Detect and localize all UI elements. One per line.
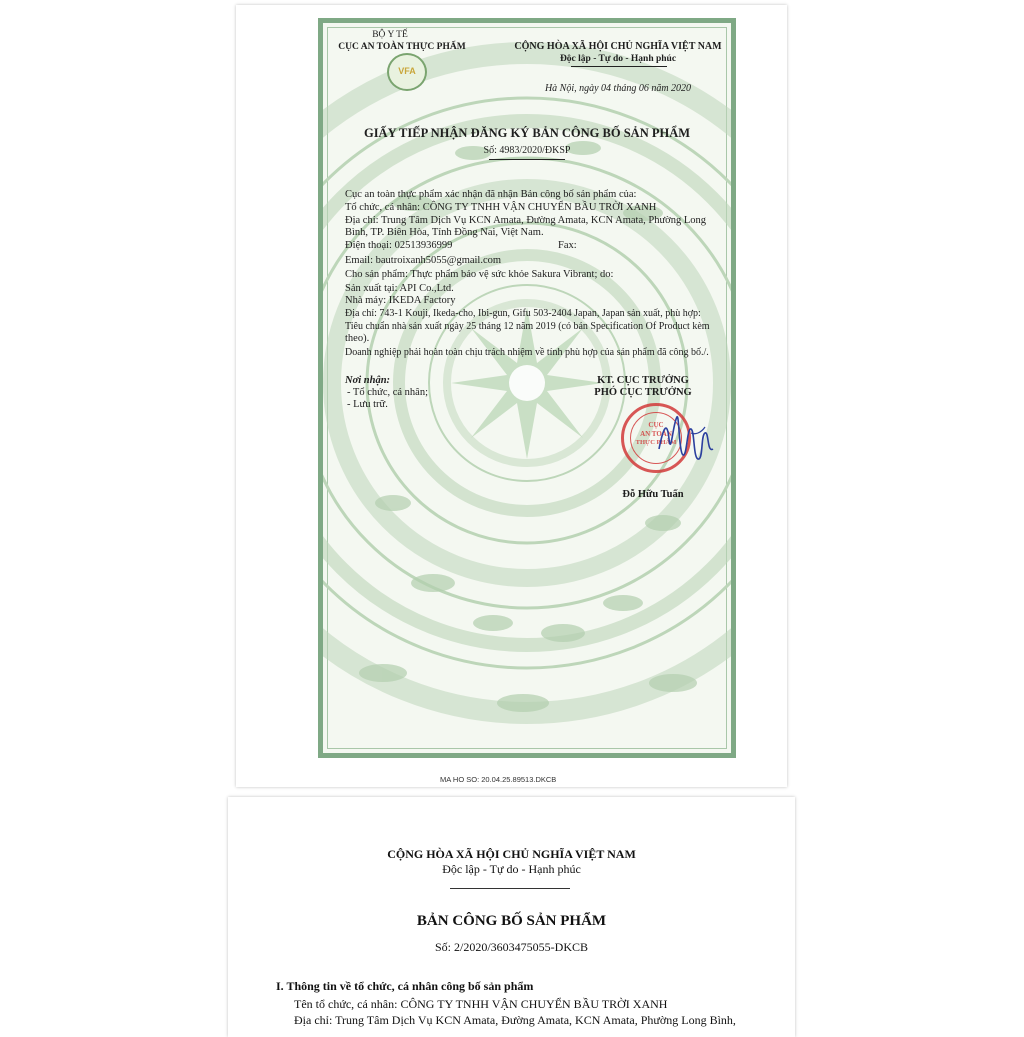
declaration-address: Địa chỉ: Trung Tâm Dịch Vụ KCN Amata, Đường Amata, KCN Amata, Phường Long Bình, — [294, 1013, 736, 1027]
declaration-motto-underline — [450, 888, 570, 889]
number-underline — [489, 159, 565, 160]
recipient-1: - Tổ chức, cá nhân; — [347, 387, 429, 398]
motto: Độc lập - Tự do - Hạnh phúc — [559, 54, 677, 64]
body-line-factory-address: Địa chỉ: 743-1 Kouji, Ikeda-cho, Ibi-gun, Gifu 503-2404 Japan, Japan sản xuất, phù hợp: — [345, 308, 701, 319]
signature-role-2: PHÓ CỤC TRƯỞNG — [594, 387, 692, 398]
declaration-number: Số: 2/2020/3603475055-DKCB — [434, 940, 588, 954]
body-line-factory: Nhà máy: IKEDA Factory — [345, 295, 456, 306]
declaration-motto: Độc lập - Tự do - Hạnh phúc — [442, 862, 581, 876]
certificate-number: Số: 4983/2020/ĐKSP — [483, 145, 571, 156]
signature-role-1: KT. CỤC TRƯỞNG — [597, 375, 689, 386]
body-line-phone: Điện thoại: 02513936999 — [345, 240, 453, 251]
handwritten-signature — [653, 409, 723, 469]
vfa-logo — [387, 53, 427, 91]
declaration-org: Tên tổ chức, cá nhân: CÔNG TY TNHH VẬN CHUYỂN BẦU TRỜI XANH — [294, 997, 668, 1011]
certificate-page — [236, 5, 787, 787]
body-line-manufacturer: Sản xuất tại: API Co.,Ltd. — [345, 283, 454, 294]
declaration-section-1: I. Thông tin về tổ chức, cá nhân công bố sản phẩm — [276, 979, 534, 993]
declaration-title: BẢN CÔNG BỐ SẢN PHẨM — [416, 913, 607, 929]
vfa-logo-text: VFA — [398, 66, 416, 76]
republic-heading: CỘNG HÒA XÃ HỘI CHỦ NGHĨA VIỆT NAM — [514, 41, 722, 52]
agency-name: CỤC AN TOÀN THỰC PHẨM — [338, 42, 466, 52]
body-line-product: Cho sản phẩm: Thực phẩm bảo vệ sức khỏe Sakura Vibrant; do: — [345, 269, 614, 280]
stamp-line-1: CỤC — [648, 421, 664, 429]
body-line-standard: Tiêu chuẩn nhà sản xuất ngày 25 tháng 12 năm 2019 (có bản Specification Of Product kèm — [345, 321, 710, 332]
body-line-responsibility: Doanh nghiệp phải hoàn toàn chịu trách nhiệm về tính phù hợp của sản phẩm đã công bố./. — [345, 347, 709, 358]
body-line-email: Email: bautroixanh5055@gmail.com — [345, 255, 502, 266]
signer-name: Đỗ Hữu Tuấn — [622, 489, 684, 500]
body-line-2: Tổ chức, cá nhân: CÔNG TY TNHH VẬN CHUYỂN BẦU TRỜI XANH — [345, 202, 657, 213]
agency-ministry: BỘ Y TẾ — [372, 30, 408, 40]
declaration-page — [228, 797, 795, 1037]
certificate-frame — [318, 18, 736, 758]
stamp-line-3: THỰC PHẨM — [635, 439, 677, 446]
place-date: Hà Nội, ngày 04 tháng 06 năm 2020 — [544, 83, 692, 94]
certificate-title: GIẤY TIẾP NHẬN ĐĂNG KÝ BẢN CÔNG BỐ SẢN PHẨM — [363, 126, 691, 140]
motto-underline — [571, 66, 667, 67]
recipients-heading: Nơi nhận: — [345, 375, 391, 386]
body-line-3: Địa chỉ: Trung Tâm Dịch Vụ KCN Amata, Đường Amata, KCN Amata, Phường Long — [345, 215, 706, 226]
dossier-code: MA HO SO: 20.04.25.89513.DKCB — [440, 775, 557, 784]
stamp-line-2: AN TOÀN — [640, 430, 672, 438]
body-line-1: Cục an toàn thực phẩm xác nhận đã nhận Bản công bố sản phẩm của: — [345, 189, 637, 200]
body-line-4: Bình, TP. Biên Hòa, Tỉnh Đồng Nai, Việt Nam. — [345, 227, 544, 238]
declaration-republic: CỘNG HÒA XÃ HỘI CHỦ NGHĨA VIỆT NAM — [387, 847, 636, 861]
recipient-2: - Lưu trữ. — [347, 399, 388, 410]
body-line-standard-cont: theo). — [345, 333, 370, 344]
body-line-fax: Fax: — [558, 240, 577, 251]
